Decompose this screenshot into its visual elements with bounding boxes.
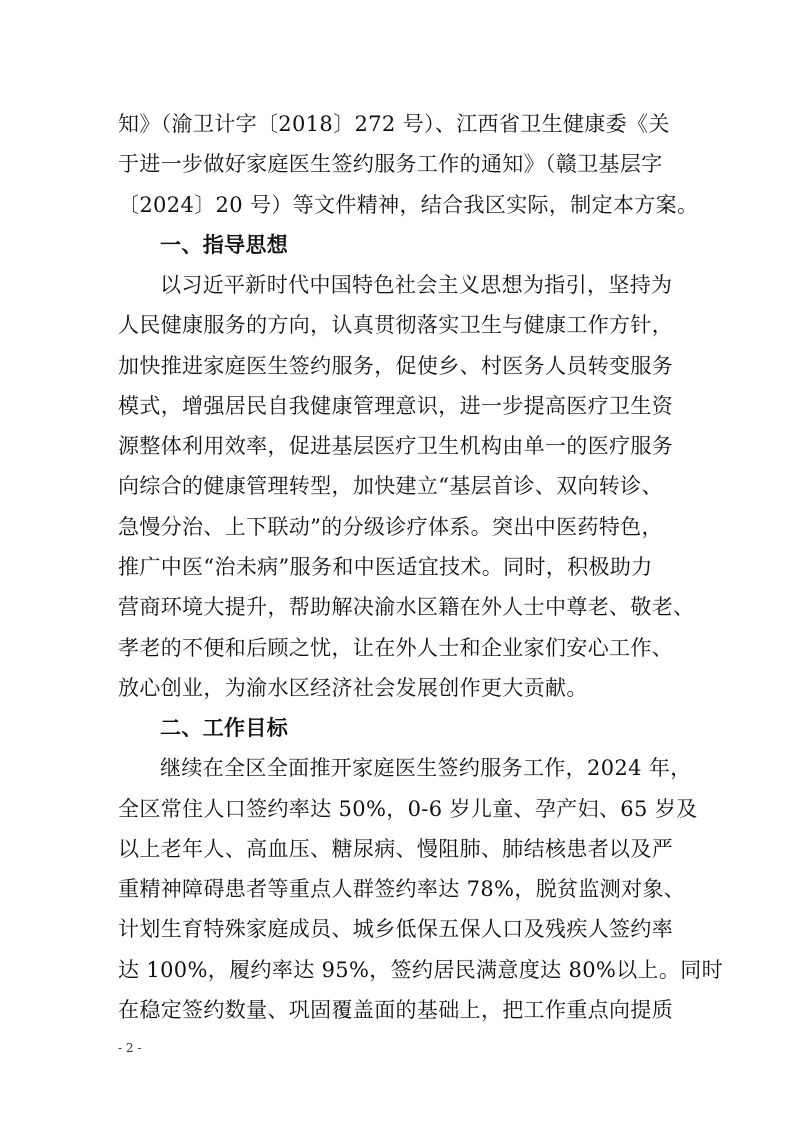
body-line: 以习近平新时代中国特色社会主义思想为指引，坚持为 — [160, 273, 673, 297]
body-line: 推广中医“治未病”服务和中医适宜技术。同时，积极助力 — [118, 555, 653, 579]
section-heading-work-goals: 二、工作目标 — [160, 716, 289, 740]
body-line: 计划生育特殊家庭成员、城乡低保五保人口及残疾人签约率 — [118, 917, 674, 941]
section-heading-guiding-ideology: 一、指导思想 — [160, 233, 289, 257]
body-line: 继续在全区全面推开家庭医生签约服务工作，2024 年， — [160, 756, 692, 780]
body-line: 放心创业，为渝水区经济社会发展创作更大贡献。 — [118, 676, 588, 700]
body-line: 于进一步做好家庭医生签约服务工作的通知》（赣卫基层字 — [118, 152, 663, 176]
page-number: - 2 - — [118, 1041, 142, 1055]
body-line: 急慢分治、上下联动”的分级诊疗体系。突出中医药特色， — [118, 515, 663, 539]
body-line: 知》（渝卫计字〔2018〕272 号）、江西省卫生健康委《关 — [118, 112, 670, 136]
body-line: 重精神障碍患者等重点人群签约率达 78%，脱贫监测对象、 — [118, 877, 686, 901]
body-line: 〔2024〕20 号）等文件精神，结合我区实际，制定本方案。 — [118, 193, 699, 217]
body-line: 模式，增强居民自我健康管理意识，进一步提高医疗卫生资 — [118, 394, 674, 418]
body-line: 加快推进家庭医生签约服务，促使乡、村医务人员转变服务 — [118, 354, 674, 378]
body-line: 以上老年人、高血压、糖尿病、慢阻肺、肺结核患者以及严 — [118, 837, 674, 861]
body-line: 营商环境大提升，帮助解决渝水区籍在外人士中尊老、敬老、 — [118, 595, 695, 619]
body-line: 孝老的不便和后顾之忧，让在外人士和企业家们安心工作、 — [118, 636, 674, 660]
body-line: 在稳定签约数量、巩固覆盖面的基础上，把工作重点向提质 — [118, 998, 674, 1022]
body-line: 向综合的健康管理转型，加快建立“基层首诊、双向转诊、 — [118, 474, 663, 498]
body-line: 全区常住人口签约率达 50%，0-6 岁儿童、孕产妇、65 岁及 — [118, 797, 698, 821]
body-line: 源整体利用效率，促进基层医疗卫生机构由单一的医疗服务 — [118, 434, 674, 458]
body-line: 人民健康服务的方向，认真贯彻落实卫生与健康工作方针， — [118, 313, 674, 337]
body-line: 达 100%，履约率达 95%，签约居民满意度达 80%以上。同时 — [118, 958, 723, 982]
